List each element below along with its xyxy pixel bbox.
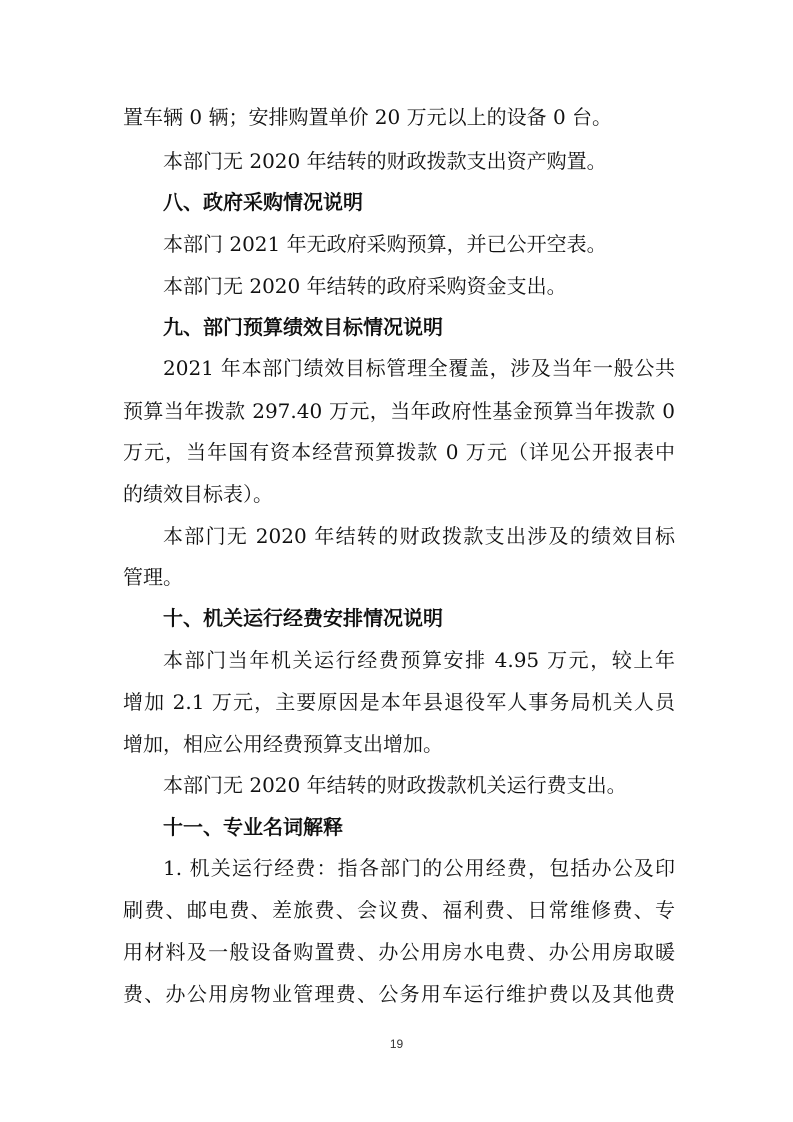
section-heading-9: 九、部门预算绩效目标情况说明 (163, 315, 443, 339)
body-line: 置车辆 0 辆；安排购置单价 20 万元以上的设备 0 台。 (123, 105, 613, 129)
section-heading-11: 十一、专业名词解释 (163, 815, 343, 839)
body-line: 万元，当年国有资本经营预算拨款 0 万元（详见公开报表中 (123, 440, 675, 464)
body-line: 本部门当年机关运行经费预算安排 4.95 万元，较上年 (163, 648, 675, 672)
section-heading-10: 十、机关运行经费安排情况说明 (163, 606, 443, 630)
body-line: 预算当年拨款 297.40 万元，当年政府性基金预算当年拨款 0 (123, 399, 675, 423)
body-line: 2021 年本部门绩效目标管理全覆盖，涉及当年一般公共 (163, 356, 675, 380)
section-heading-8: 八、政府采购情况说明 (163, 190, 363, 214)
body-line: 刷费、邮电费、差旅费、会议费、福利费、日常维修费、专 (123, 898, 675, 922)
body-line: 本部门 2021 年无政府采购预算，并已公开空表。 (163, 232, 607, 256)
body-line: 本部门无 2020 年结转的财政拨款机关运行费支出。 (163, 773, 627, 797)
body-line: 的绩效目标表）。 (123, 482, 273, 506)
body-line: 本部门无 2020 年结转的政府采购资金支出。 (163, 274, 567, 298)
body-line: 1. 机关运行经费：指各部门的公用经费，包括办公及印 (163, 856, 675, 880)
body-line: 增加，相应公用经费预算支出增加。 (123, 732, 443, 756)
body-line: 本部门无 2020 年结转的财政拨款支出资产购置。 (163, 149, 607, 173)
body-line: 费、办公用房物业管理费、公务用车运行维护费以及其他费 (123, 982, 675, 1006)
body-line: 用材料及一般设备购置费、办公用房水电费、办公用房取暖 (123, 940, 675, 964)
body-line: 增加 2.1 万元，主要原因是本年县退役军人事务局机关人员 (123, 690, 675, 714)
page-number: 19 (389, 1037, 404, 1051)
body-line: 管理。 (123, 565, 183, 589)
body-line: 本部门无 2020 年结转的财政拨款支出涉及的绩效目标 (163, 524, 675, 548)
